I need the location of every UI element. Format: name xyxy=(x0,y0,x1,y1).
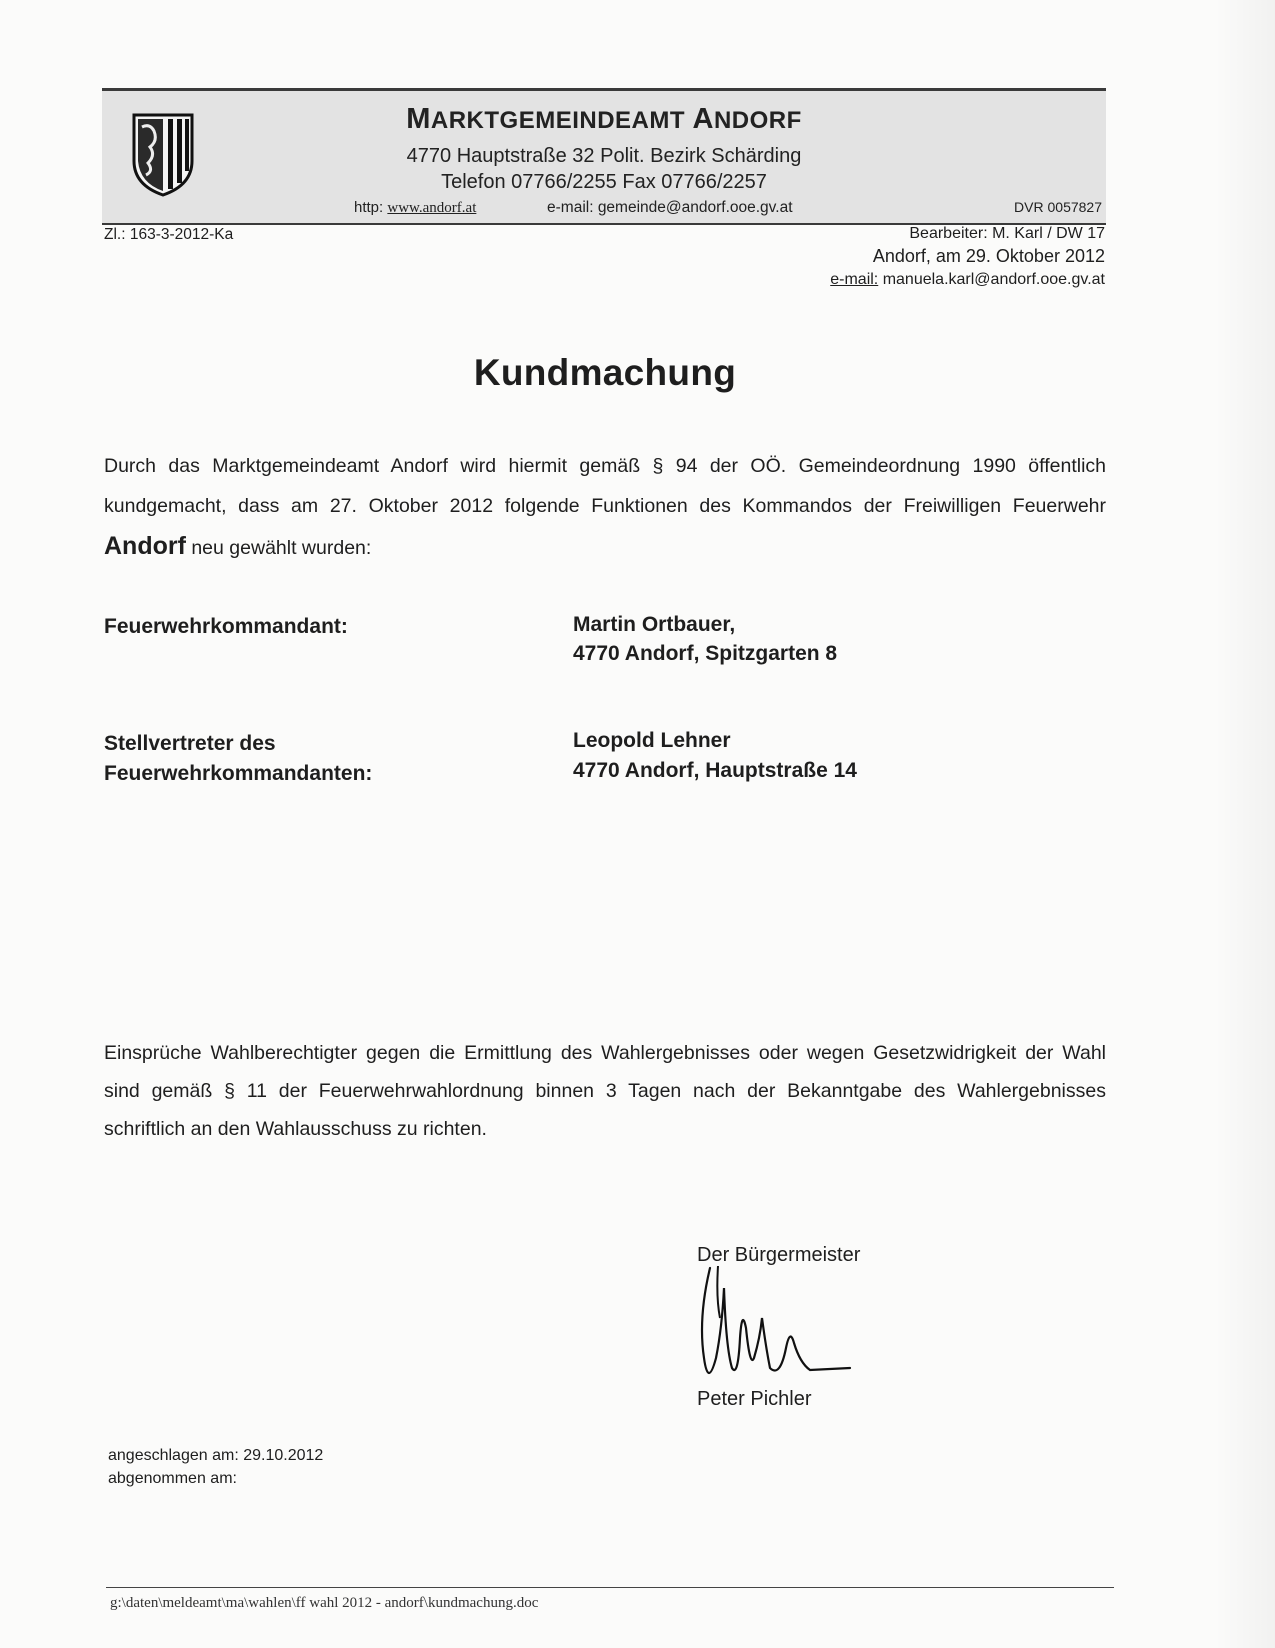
editor-line: Bearbeiter: M. Karl / DW 17 xyxy=(909,225,1105,242)
function-role: Feuerwehrkommandant: xyxy=(104,615,348,638)
handwritten-signature-icon xyxy=(690,1258,870,1398)
office-address: 4770 Hauptstraße 32 Polit. Bezirk Schärding xyxy=(406,145,802,167)
place-date: Andorf, am 29. Oktober 2012 xyxy=(872,246,1105,266)
office-website: http: www.andorf.at xyxy=(354,199,477,216)
letter-meta xyxy=(830,222,1105,291)
intro-paragraph: Durch das Marktgemeindeamt Andorf wird hiermit gemäß § 94 der OÖ. Gemeindeordnung 1990 öffentlich kundgemacht, dass am 27. Oktober 2012 folgende Funktionen des Kommandos der Freiwilligen Feuerwehr Andorf neu gewählt wurden: xyxy=(104,455,1106,560)
function-person: Martin Ortbauer, xyxy=(573,613,736,636)
function-address: 4770 Andorf, Spitzgarten 8 xyxy=(573,642,838,665)
signatory-role: Der Bürgermeister xyxy=(697,1244,861,1266)
function-role: Stellvertreter des xyxy=(104,732,276,755)
posting-info xyxy=(108,1444,323,1490)
dvr-number: DVR 0057827 xyxy=(1014,199,1102,215)
posted-date: angeschlagen am: 29.10.2012 xyxy=(108,1447,324,1464)
office-phone: Telefon 07766/2255 Fax 07766/2257 xyxy=(441,171,767,193)
scan-edge-shadow xyxy=(1215,0,1275,1648)
office-email: e-mail: gemeinde@andorf.ooe.gv.at xyxy=(547,199,793,216)
contact-email: e-mail: manuela.karl@andorf.ooe.gv.at xyxy=(830,271,1105,288)
signatory-name: Peter Pichler xyxy=(697,1388,812,1410)
document-title: Kundmachung xyxy=(473,352,737,393)
letterhead xyxy=(102,88,1106,225)
footer-divider xyxy=(106,1587,1114,1588)
function-role-continued: Feuerwehrkommandanten: xyxy=(104,762,373,785)
website-link[interactable]: www.andorf.at xyxy=(387,200,477,216)
objection-paragraph: Einsprüche Wahlberechtigter gegen die Ermittlung des Wahlergebnisses oder wegen Gesetzwidrigkeit der Wahl sind gemäß § 11 der Feuerwehrwahlordnung binnen 3 Tagen nach der Bekanntgabe des Wahlergebnisses schriftlich an den Wahlausschuss zu richten. xyxy=(104,1042,1106,1140)
function-person: Leopold Lehner xyxy=(573,729,731,752)
reference-number: Zl.: 163-3-2012-Ka xyxy=(104,226,234,243)
office-name: MARKTGEMEINDEAMT ANDORF xyxy=(406,103,802,135)
file-path: g:\daten\meldeamt\ma\wahlen\ff wahl 2012 - andorf\kundmachung.doc xyxy=(110,1595,539,1611)
function-address: 4770 Andorf, Hauptstraße 14 xyxy=(573,759,857,782)
removed-date: abgenommen am: xyxy=(108,1470,237,1487)
